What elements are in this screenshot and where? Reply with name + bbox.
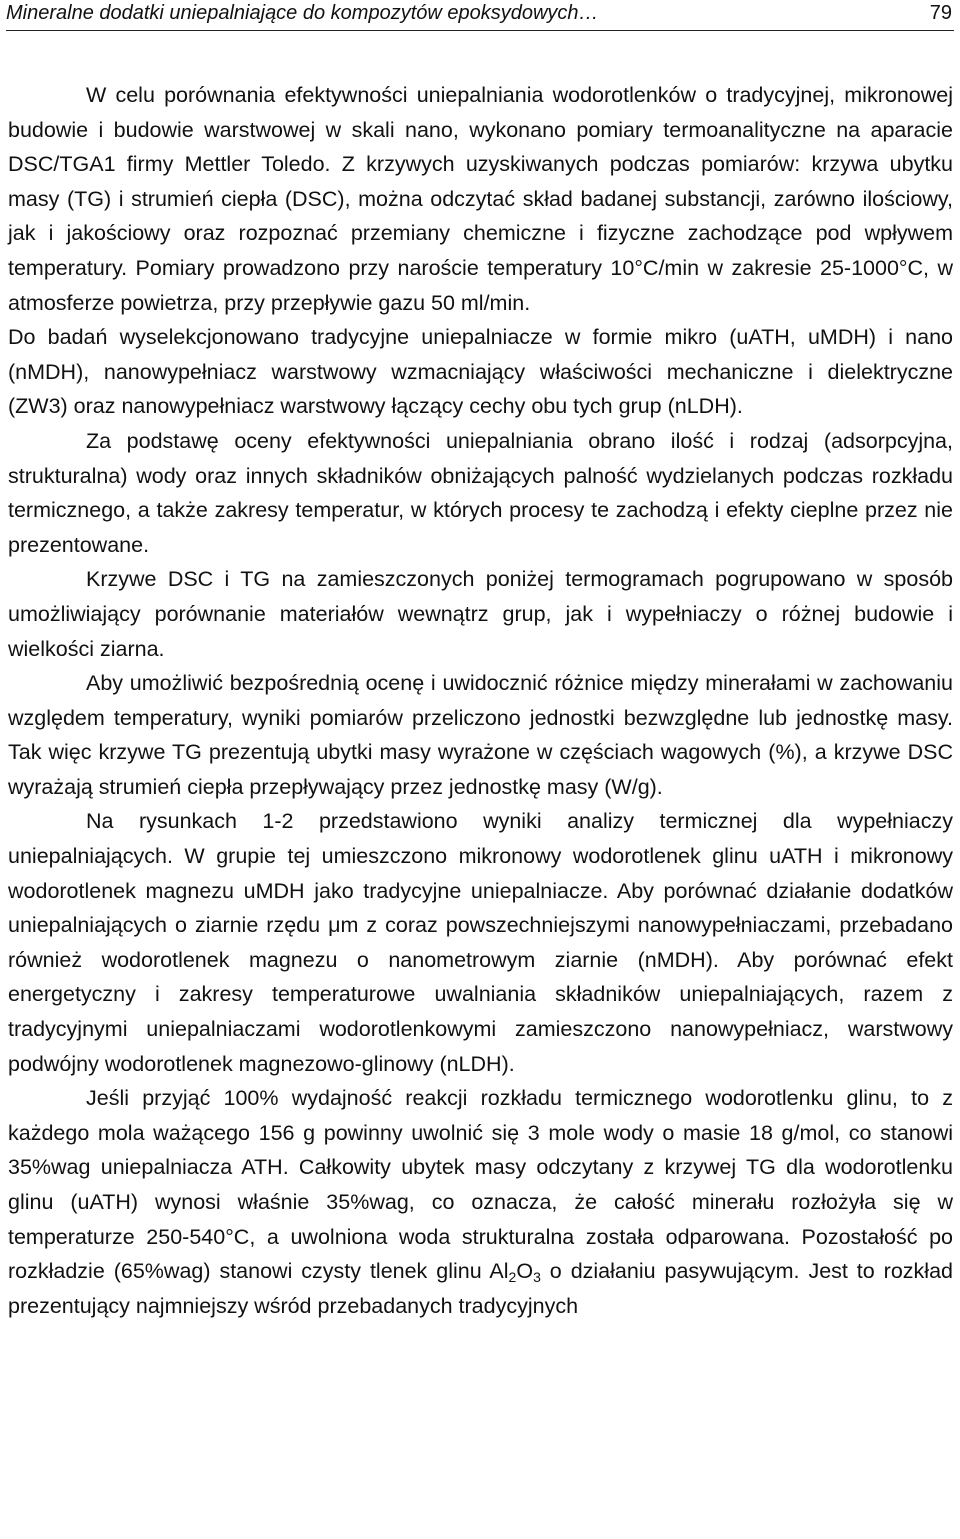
paragraph-selected-materials: Do badań wyselekcjonowano tradycyjne uniepalniacze w formie mikro (uATH, uMDH) i nano (nMDH), nanowypełniacz warstwowy wzmacniający właściwości mechaniczne i dielektryczne (ZW3) oraz nanowypełniacz warstwowy łączący cechy obu tych grup (nLDH). <box>8 325 953 419</box>
paragraph-unit-conversion: Aby umożliwić bezpośrednią ocenę i uwidocznić różnice między minerałami w zachowaniu względem temperatury, wyniki pomiarów przeliczono jednostki bezwzględne lub jednostkę masy. Tak więc krzywe TG prezentują ubytki masy wyrażone w częściach wagowych (%), a krzywe DSC wyrażają strumień ciepła przepływający przez jednostkę masy (W/g). <box>8 671 953 799</box>
ath-text-after-formula: o działaniu pasywującym. Jest to rozkład prezentujący najmniejszy wśród przebadanych tradycyjnych <box>8 1259 953 1318</box>
ath-text-before-formula: Jeśli przyjąć 100% wydajność reakcji rozkładu termicznego wodorotlenku glinu, to z każdego mola ważącego 156 g powinny uwolnić się 3 mole wody o masie 18 g/mol, co stanowi 35%wag uniepalniacza ATH. Całkowity ubytek masy odczytany z krzywej TG dla wodorotlenku glinu (uATH) wynosi właśnie 35%wag, co oznacza, że całość minerału rozłożyła się w temperaturze 250-540°C, a uwolniona woda strukturalna została odparowana. Pozostałość po rozkładzie (65%wag) stanowi czysty tlenek glinu <box>8 1086 953 1284</box>
running-title: Mineralne dodatki uniepalniające do kompozytów epoksydowych… <box>6 2 599 24</box>
paragraph-figures-description: Na rysunkach 1-2 przedstawiono wyniki analizy termicznej dla wypełniaczy uniepalniających. W grupie tej umieszczono mikronowy wodorotlenek glinu uATH i mikronowy wodorotlenek magnezu uMDH jako tradycyjne uniepalniacze. Aby porównać działanie dodatków uniepalniających o ziarnie rzędu μm z coraz powszechniejszymi nanowypełniaczami, przebadano również wodorotlenek magnezu o nanometrowym ziarnie (nMDH). Aby porównać efekt energetyczny i zakresy temperaturowe uwalniania składników uniepalniających, razem z tradycyjnymi uniepalniaczami wodorotlenkowymi zamieszczono nanowypełniacz, warstwowy podwójny wodorotlenek magnezowo-glinowy (nLDH). <box>8 809 953 1076</box>
running-header <box>6 0 954 31</box>
paragraph-measurement-method: W celu porównania efektywności uniepalniania wodorotlenków o tradycyjnej, mikronowej budowie i budowie warstwowej w skali nano, wykonano pomiary termoanalityczne na aparacie DSC/TGA1 firmy Mettler Toledo. Z krzywych uzyskiwanych podczas pomiarów: krzywa ubytku masy (TG) i strumień ciepła (DSC), można odczytać skład badanej substancji, zarówno ilościowy, jak i jakościowy oraz rozpoznać przemiany chemiczne i fizyczne zachodzące pod wpływem temperatury. Pomiary prowadzono przy naroście temperatury 10°C/min w zakresie 25-1000°C, w atmosferze powietrza, przy przepływie gazu 50 ml/min. <box>8 83 953 315</box>
body-text <box>8 78 953 1323</box>
paragraph-curve-grouping: Krzywe DSC i TG na zamieszczonych poniżej termogramach pogrupowano w sposób umożliwiający porównanie materiałów wewnątrz grup, jak i wypełniaczy o różnej budowie i wielkości ziarna. <box>8 567 953 661</box>
paragraph-evaluation-basis: Za podstawę oceny efektywności uniepalniania obrano ilość i rodzaj (adsorpcyjna, strukturalna) wody oraz innych składników obniżających palność wydzielanych podczas rozkładu termicznego, a także zakresy temperatur, w których procesy te zachodzą i efekty cieplne przez nie prezentowane. <box>8 428 953 557</box>
page-number: 79 <box>929 2 952 24</box>
alumina-formula: $Al_2O_3$ <box>489 1259 541 1286</box>
paragraph-ath-decomposition <box>8 1081 953 1323</box>
